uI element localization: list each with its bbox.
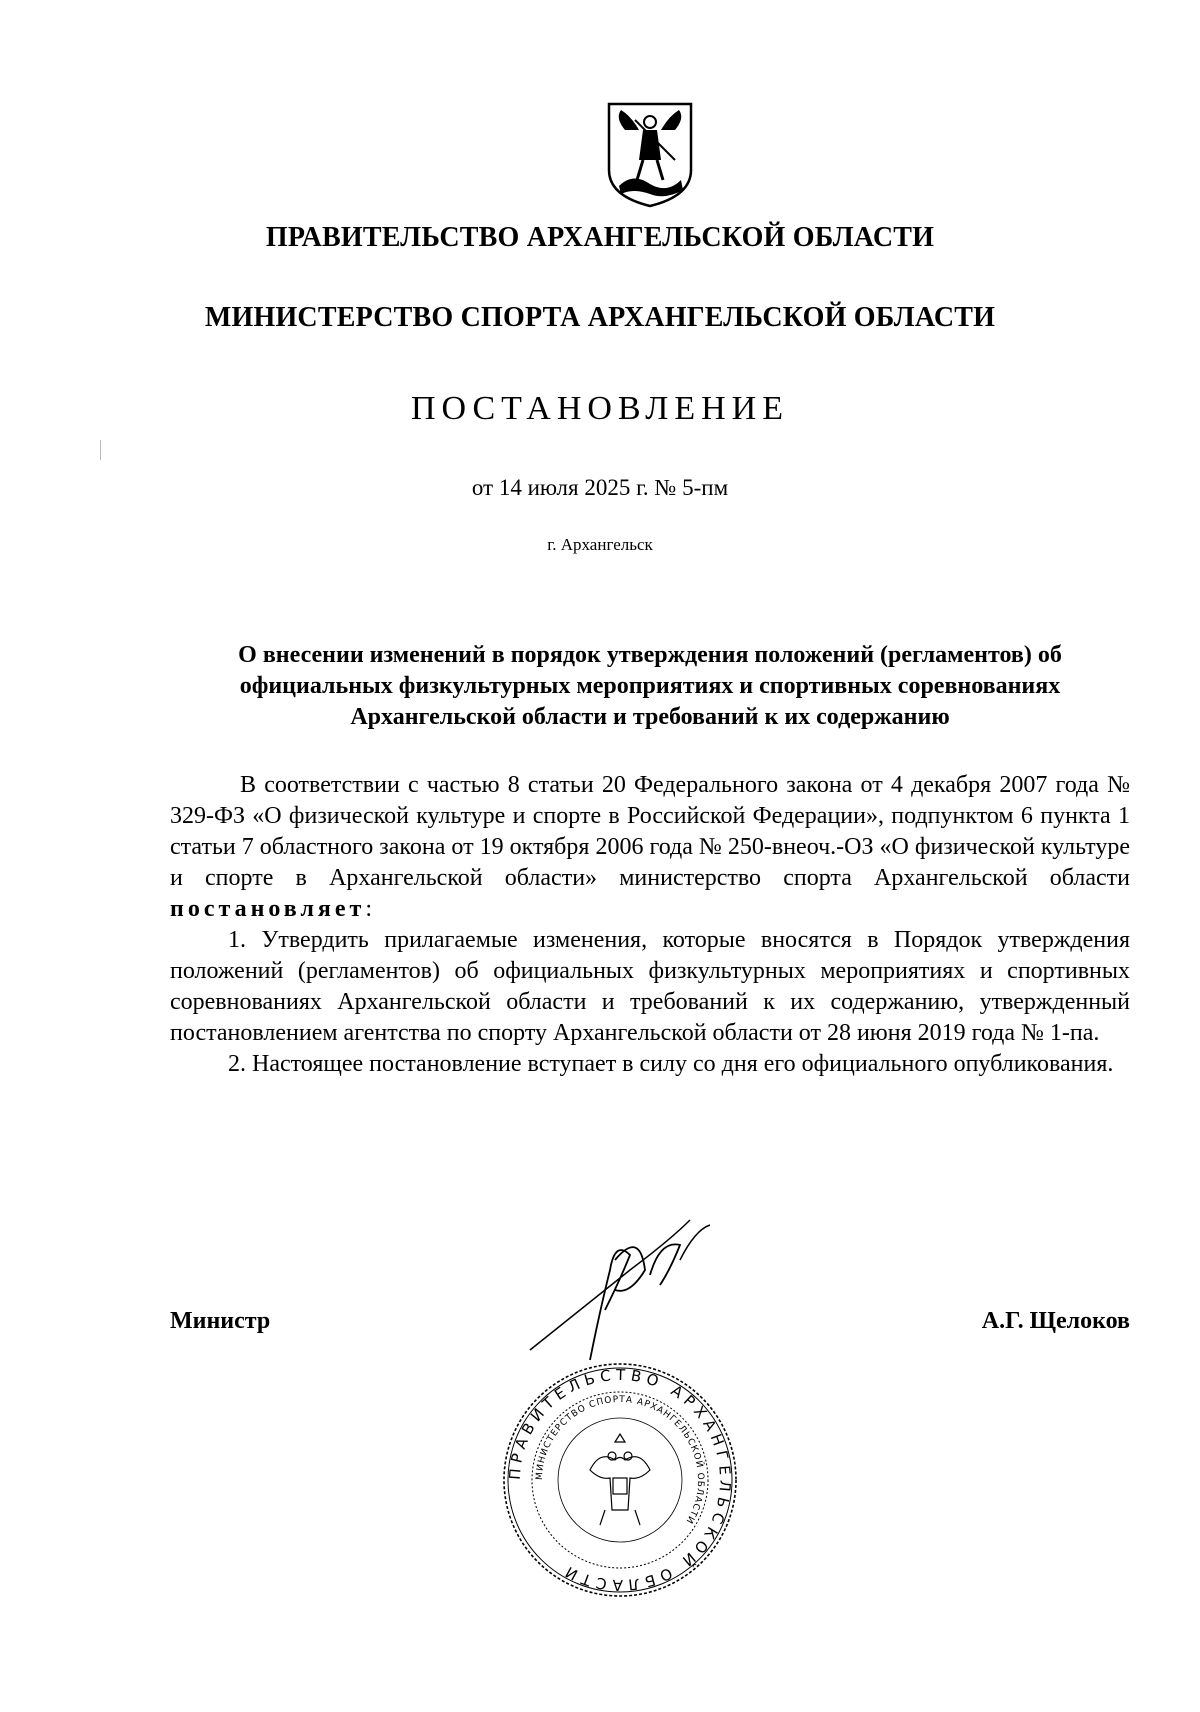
margin-mark [100,440,101,460]
item-2-paragraph: 2. Настоящее постановление вступает в силу со дня его официального опубликования. [228,1051,1114,1077]
seal-outer-text: ПРАВИТЕЛЬСТВО АРХАНГЕЛЬСКОЙ ОБЛАСТИ [505,1365,735,1595]
ministry-title: МИНИСТЕРСТВО СПОРТА АРХАНГЕЛЬСКОЙ ОБЛАСТИ [204,302,996,333]
handwritten-signature-icon [520,1200,740,1370]
government-title: ПРАВИТЕЛЬСТВО АРХАНГЕЛЬСКОЙ ОБЛАСТИ [265,222,935,253]
document-type: ПОСТАНОВЛЕНИЕ [410,390,790,427]
archangel-coat-of-arms-icon [605,100,695,210]
signer-name: А.Г. Щелоков [981,1308,1130,1334]
document-body [170,770,1130,1080]
seal-inner-text: МИНИСТЕРСТВО СПОРТА АРХАНГЕЛЬСКОЙ ОБЛАСТИ [534,1394,706,1526]
item-1-paragraph: 1. Утвердить прилагаемые изменения, которые вносятся в Порядок утверждения положений (регламентов) об официальных физкультурных мероприятиях и спортивных соревнованиях Архангельской области и требований к их содержанию, утвержденный постановлением агентства по спорту Архангельской области от 28 июня 2019 года № 1-па. [170,927,1130,1046]
document-city: г. Архангельск [547,535,653,554]
resolves-colon: : [365,896,372,922]
official-seal-icon [500,1360,740,1600]
preamble-paragraph [170,770,1130,925]
preamble-text: В соответствии с частью 8 статьи 20 Федерального закона от 4 декабря 2007 года № 329-ФЗ «О физической культуре и спорте в Российской Федерации», подпунктом 6 пункта 1 статьи 7 областного закона от 19 октября 2006 года № 250-внеоч.-ОЗ «О физической культуре и спорте в Архангельской области» министерство спорта Архангельской области [170,772,1130,891]
signer-role: Министр [170,1308,271,1334]
document-title: О внесении изменений в порядок утверждения положений (регламентов) об официальных физкультурных мероприятиях и спортивных соревнованиях Архангельской области и требований к их содержанию [238,642,1062,730]
resolves-word: постановляет [170,896,366,922]
document-date-number: от 14 июля 2025 г. № 5-пм [471,475,729,500]
